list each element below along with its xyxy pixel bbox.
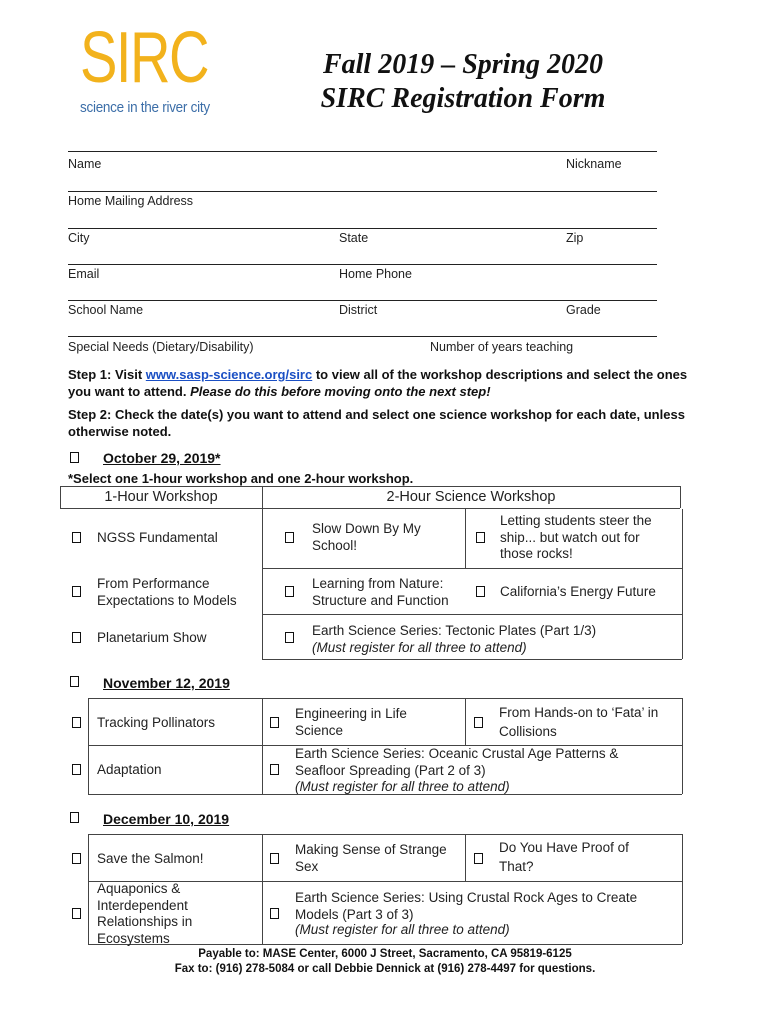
ngss-checkbox[interactable] (72, 532, 81, 543)
november-date-checkbox[interactable] (70, 676, 79, 687)
engineering-checkbox[interactable] (270, 717, 279, 728)
pollinators-label: Tracking Pollinators (97, 715, 216, 730)
step2-instructions: Step 2: Check the date(s) you want to attend and select one science workshop for each date, unless otherwise noted. (68, 407, 685, 439)
step1-emphasis: Please do this before moving onto the next step! (190, 384, 491, 399)
payable-to: Payable to: MASE Center, 6000 J Street, Sacramento, CA 95819-6125 (198, 948, 572, 960)
strange-sex-label: Making Sense of Strange Sex (295, 842, 447, 874)
special-needs-line[interactable] (68, 336, 657, 337)
school-line[interactable] (68, 300, 657, 301)
adaptation-label: Adaptation (97, 762, 162, 777)
sirc-logo-tagline: science in the river city (80, 99, 210, 116)
address-label: Home Mailing Address (68, 194, 194, 208)
pollinators-checkbox[interactable] (72, 717, 81, 728)
performance-label: From Performance Expectations to Models (97, 576, 237, 608)
engineering-label: Engineering in Life Science (295, 706, 407, 738)
name-line[interactable] (68, 151, 657, 152)
energy-future-checkbox[interactable] (476, 586, 485, 597)
form-title-line2: SIRC Registration Form (320, 83, 606, 114)
salmon-label: Save the Salmon! (97, 851, 204, 866)
name-label: Name (68, 157, 102, 171)
crustal-rock-note: (Must register for all three to attend) (295, 922, 510, 937)
energy-future-label: California’s Energy Future (500, 584, 656, 599)
learning-nature-checkbox[interactable] (285, 586, 294, 597)
letting-students-label: Letting students steer the ship... but watch out for those rocks! (500, 513, 652, 561)
years-teaching-label: Number of years teaching (430, 340, 574, 354)
strange-sex-checkbox[interactable] (270, 853, 279, 864)
november-date: November 12, 2019 (103, 675, 230, 691)
proof-label: Do You Have Proof of That? (499, 840, 629, 874)
address-line[interactable] (68, 191, 657, 192)
district-label: District (339, 303, 378, 317)
december-date: December 10, 2019 (103, 811, 230, 827)
october-date-checkbox[interactable] (70, 452, 79, 463)
planetarium-label: Planetarium Show (97, 630, 207, 645)
email-line[interactable] (68, 264, 657, 265)
tectonic-note: (Must register for all three to attend) (312, 640, 527, 655)
aquaponics-checkbox[interactable] (72, 908, 81, 919)
step1-lead: Step 1: Visit (68, 367, 146, 382)
planetarium-checkbox[interactable] (72, 632, 81, 643)
form-title-line1: Fall 2019 – Spring 2020 (322, 49, 604, 80)
tectonic-label: Earth Science Series: Tectonic Plates (Part 1/3) (312, 623, 597, 638)
slow-down-label: Slow Down By My School! (312, 521, 421, 553)
one-hour-header: 1-Hour Workshop (104, 489, 218, 505)
aquaponics-label: Aquaponics & Interdependent Relationships in Ecosystems (97, 881, 193, 946)
school-name-label: School Name (68, 303, 144, 317)
state-label: State (339, 231, 369, 245)
city-line[interactable] (68, 228, 657, 229)
letting-students-checkbox[interactable] (476, 532, 485, 543)
crustal-rock-label: Earth Science Series: Using Crustal Rock Ages to Create Models (Part 3 of 3) (295, 890, 638, 922)
step1-instructions (68, 366, 698, 400)
fax-info: Fax to: (916) 278-5084 or call Debbie Dennick at (916) 278-4497 for questions. (174, 963, 596, 975)
slow-down-checkbox[interactable] (285, 532, 294, 543)
october-date: October 29, 2019* (103, 450, 221, 466)
december-date-checkbox[interactable] (70, 812, 79, 823)
sirc-logo-word: SIRC (80, 18, 208, 98)
home-phone-label: Home Phone (339, 267, 412, 281)
grade-label: Grade (566, 303, 601, 317)
hands-on-label: From Hands-on to ‘Fata’ in Collisions (499, 705, 659, 739)
two-hour-header: 2-Hour Science Workshop (386, 489, 556, 505)
oceanic-crust-label: Earth Science Series: Oceanic Crustal Age Patterns & Seafloor Spreading (Part 2 of 3) (295, 746, 619, 778)
workshop-link[interactable]: www.sasp-science.org/sirc (145, 367, 313, 382)
adaptation-checkbox[interactable] (72, 764, 81, 775)
zip-label: Zip (566, 231, 584, 245)
proof-checkbox[interactable] (474, 853, 483, 864)
ngss-label: NGSS Fundamental (97, 530, 218, 545)
city-label: City (68, 231, 90, 245)
nickname-label: Nickname (566, 157, 622, 171)
oceanic-crust-checkbox[interactable] (270, 764, 279, 775)
special-needs-label: Special Needs (Dietary/Disability) (68, 340, 254, 354)
performance-checkbox[interactable] (72, 586, 81, 597)
crustal-rock-checkbox[interactable] (270, 908, 279, 919)
step1-rest: to view all of the workshop descriptions and select the ones you want to attend. (68, 367, 688, 399)
hands-on-checkbox[interactable] (474, 717, 483, 728)
oceanic-crust-note: (Must register for all three to attend) (295, 779, 510, 794)
october-note: *Select one 1-hour workshop and one 2-hour workshop. (68, 471, 414, 486)
email-label: Email (68, 267, 100, 281)
salmon-checkbox[interactable] (72, 853, 81, 864)
tectonic-checkbox[interactable] (285, 632, 294, 643)
learning-nature-label: Learning from Nature: Structure and Function (312, 576, 449, 608)
